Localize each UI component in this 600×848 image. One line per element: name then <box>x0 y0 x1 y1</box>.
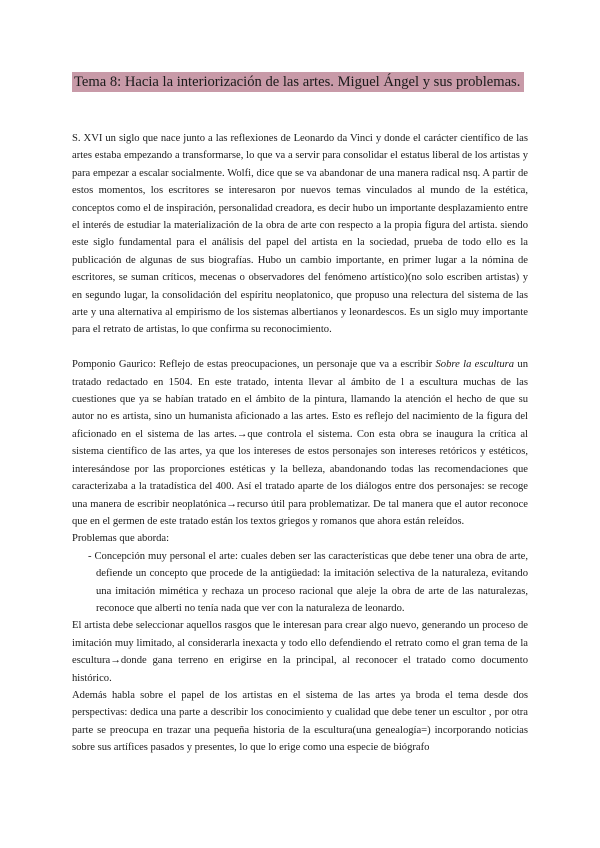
paragraph-artist: El artista debe seleccionar aquellos rasgos que le interesan para crear algo nuevo, generando un proceso de imitación muy limitado, al considerarla inexacta y todo ello defendiendo el retrato como el gran tema de la escultura→donde gana terreno en erigirse en la principal, al reconocer el tratado como documento histórico. <box>72 620 528 684</box>
paragraph-intro: S. XVI un siglo que nace junto a las reflexiones de Leonardo da Vinci y donde el carácter científico de las artes estaba empezando a transformarse, lo que va a servir para consolidar el estatus liberal de los artistas y para empezar a escalar socialmente. Wolfi, dice que se va abandonar de una manera radical nsq. A partir de estos momentos, los escritores se interesaron por nuevos temas vinculados al mundo de la estética, conceptos como el de inspiración, personalidad creadora, es decir hubo un importante desplazamiento entre el interés de estudiar la materialización de la obra de arte con respecto a la propia figura del artista. siendo este siglo fundamental para el análisis del papel del artista en la sociedad, prueba de todo ello es la publicación de algunas de sus biografías. Hubo un cambio importante, en primer lugar a la nómina de escritores, se suman críticos, mecenas o observadores del fenómeno artístico)(no solo escriben artistas) y en segundo lugar, la consolidación del espíritu neoplatonico, que propuso una relectura del sistema de las arte y una alternativa al empirismo de los sistemas albertianos y leonardescos. Es un siglo muy importante para el retrato de artistas, lo que confirma su reconocimiento. <box>72 133 528 336</box>
paragraph-role: Además habla sobre el papel de los artistas en el sistema de las artes ya broda el tema desde dos perspectivas: dedica una parte a describir los conocimiento y cualidad que debe tener un escultor , por otra parte se preocupa en trazar una pequeña historia de la escultura(una genealogía=) incorporando noticias sobre sus artífices pasados y presentes, lo que lo erige como una especie de biógrafo <box>72 689 528 754</box>
document-body <box>72 130 528 757</box>
paragraph-gaurico-end: un tratado redactado en 1504. En este tratado, intenta llevar al ámbito de l a escultura muchas de las cuestiones que ya se habían tratado en el ámbito de la pintura, llamando la atención el hecho de que su autor no es artista, sino un humanista aficionado a las artes. Esto es reflejo del nacimiento de la figura del aficionado en el sistema de las artes.→que controla el sistema. Con esta obra se inaugura la crítica al sistema científico de las artes, ya que los intereses de estos personajes son intereses retóricos y estéticos, interesándose por las proporciones estéticas y la belleza, abandonando todas las recomendaciones que caracterizaba a la tratadística del 400. Así el tratado aparte de los diálogos entre dos personajes: se recoge una manera de escribir neoplatónica→recurso útil para problematizar. De tal manera que el autor reconoce que en el germen de este tratado están los textos griegos y romanos que ahora están releídos. <box>72 359 528 527</box>
paragraph-gaurico-start: Pomponio Gaurico: Reflejo de estas preocupaciones, un personaje que va a escribir <box>72 359 436 371</box>
problems-heading: Problemas que aborda: <box>72 533 170 545</box>
bullet-item: - Concepción muy personal el arte: cuales deben ser las características que debe tener una obra de arte, defiende un concepto que procede de la antigüedad: la imitación selectiva de la naturaleza, evitando una imitación mimética y rechaza un proceso racional que aleje la obra de arte de las naturalezas, reconoce que alberti no tenía nada que ver con la naturaleza de leonardo. <box>88 550 528 614</box>
book-title: Sobre la escultura <box>435 359 515 371</box>
page-title: Tema 8: Hacia la interiorización de las artes. Miguel Ángel y sus problemas. <box>74 74 521 90</box>
paragraph-gaurico <box>72 356 528 530</box>
